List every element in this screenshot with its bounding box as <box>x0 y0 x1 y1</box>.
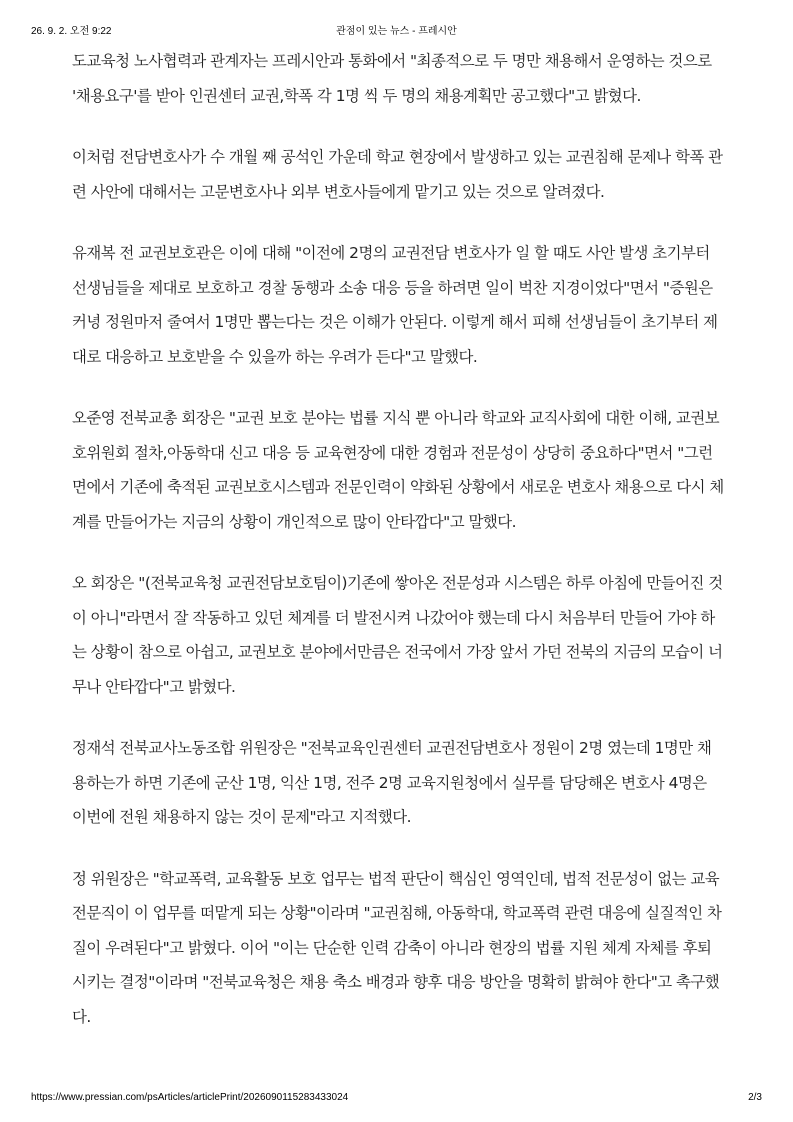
print-footer <box>31 1092 762 1106</box>
article-paragraph: 정 위원장은 "학교폭력, 교육활동 보호 업무는 법적 판단이 핵심인 영역인데, 법적 전문성이 없는 교육전문직이 이 업무를 떠맡게 되는 상황"이라며 "교권침해, 아동학대, 학교폭력 관련 대응에 실질적인 차질이 우려된다"고 밝혔다. 이어 "이는 단순한 인력 감축이 아니라 현장의 법률 지원 체계 자체를 후퇴시키는 결정"이라며 "전북교육청은 채용 축소 배경과 향후 대응 방안을 명확히 밝혀야 한다"고 촉구했다. <box>72 869 722 1026</box>
print-date: 26. 9. 2. 오전 9:22 <box>31 26 112 37</box>
print-url: https://www.pressian.com/psArticles/articlePrint/2026090115283433024 <box>31 1092 349 1103</box>
article-paragraph: 정재석 전북교사노동조합 위원장은 "전북교육인권센터 교권전담변호사 정원이 2명 였는데 1명만 채용하는가 하면 기존에 군산 1명, 익산 1명, 전주 2명 교육지원청에서 실무를 담당해온 변호사 4명은 이번에 전원 채용하지 않는 것이 문제"라고 지적했다. <box>72 739 712 826</box>
article-paragraph: 이처럼 전담변호사가 수 개월 째 공석인 가운데 학교 현장에서 발생하고 있는 교권침해 문제나 학폭 관련 사안에 대해서는 고문변호사나 외부 변호사들에게 맡기고 있는 것으로 알려졌다. <box>72 148 723 201</box>
page-number: 2/3 <box>748 1092 762 1103</box>
print-header <box>31 22 762 36</box>
article-paragraph: 오준영 전북교총 회장은 "교권 보호 분야는 법률 지식 뿐 아니라 학교와 교직사회에 대한 이해, 교권보호위원회 절차,아동학대 신고 대응 등 교육현장에 대한 경험과 전문성이 상당히 중요하다"면서 "그런 면에서 기존에 축적된 교권보호시스템과 전문인력이 약화된 상황에서 새로운 변호사 채용으로 다시 체계를 만들어가는 지금의 상황이 개인적으로 많이 안타깝다"고 말했다. <box>72 409 724 531</box>
article-body <box>72 44 724 1061</box>
article-paragraph: 오 회장은 "(전북교육청 교권전담보호팀이)기존에 쌓아온 전문성과 시스템은 하루 아침에 만들어진 것이 아니"라면서 잘 작동하고 있던 체계를 더 발전시켜 나갔어야 했는데 다시 처음부터 만들어 가야 하는 상황이 참으로 아쉽고, 교권보호 분야에서만큼은 전국에서 가장 앞서 가던 전북의 지금의 모습이 너무나 안타깝다"고 밝혔다. <box>72 574 723 696</box>
article-paragraph: 도교육청 노사협력과 관계자는 프레시안과 통화에서 "최종적으로 두 명만 채용해서 운영하는 것으로 '채용요구'를 받아 인권센터 교권,학폭 각 1명 씩 두 명의 채용계획만 공고했다"고 밝혔다. <box>72 52 712 105</box>
page-title: 관점이 있는 뉴스 - 프레시안 <box>336 26 457 37</box>
article-paragraph: 유재복 전 교권보호관은 이에 대해 "이전에 2명의 교권전담 변호사가 일 할 때도 사안 발생 초기부터 선생님들을 제대로 보호하고 경찰 동행과 소송 대응 등을 하려면 일이 벅찬 지경이었다"면서 "증원은 커녕 정원마저 줄여서 1명만 뽑는다는 것은 이해가 안된다. 이렇게 해서 피해 선생님들이 초기부터 제대로 대응하고 보호받을 수 있을까 하는 우려가 든다"고 말했다. <box>72 244 718 366</box>
